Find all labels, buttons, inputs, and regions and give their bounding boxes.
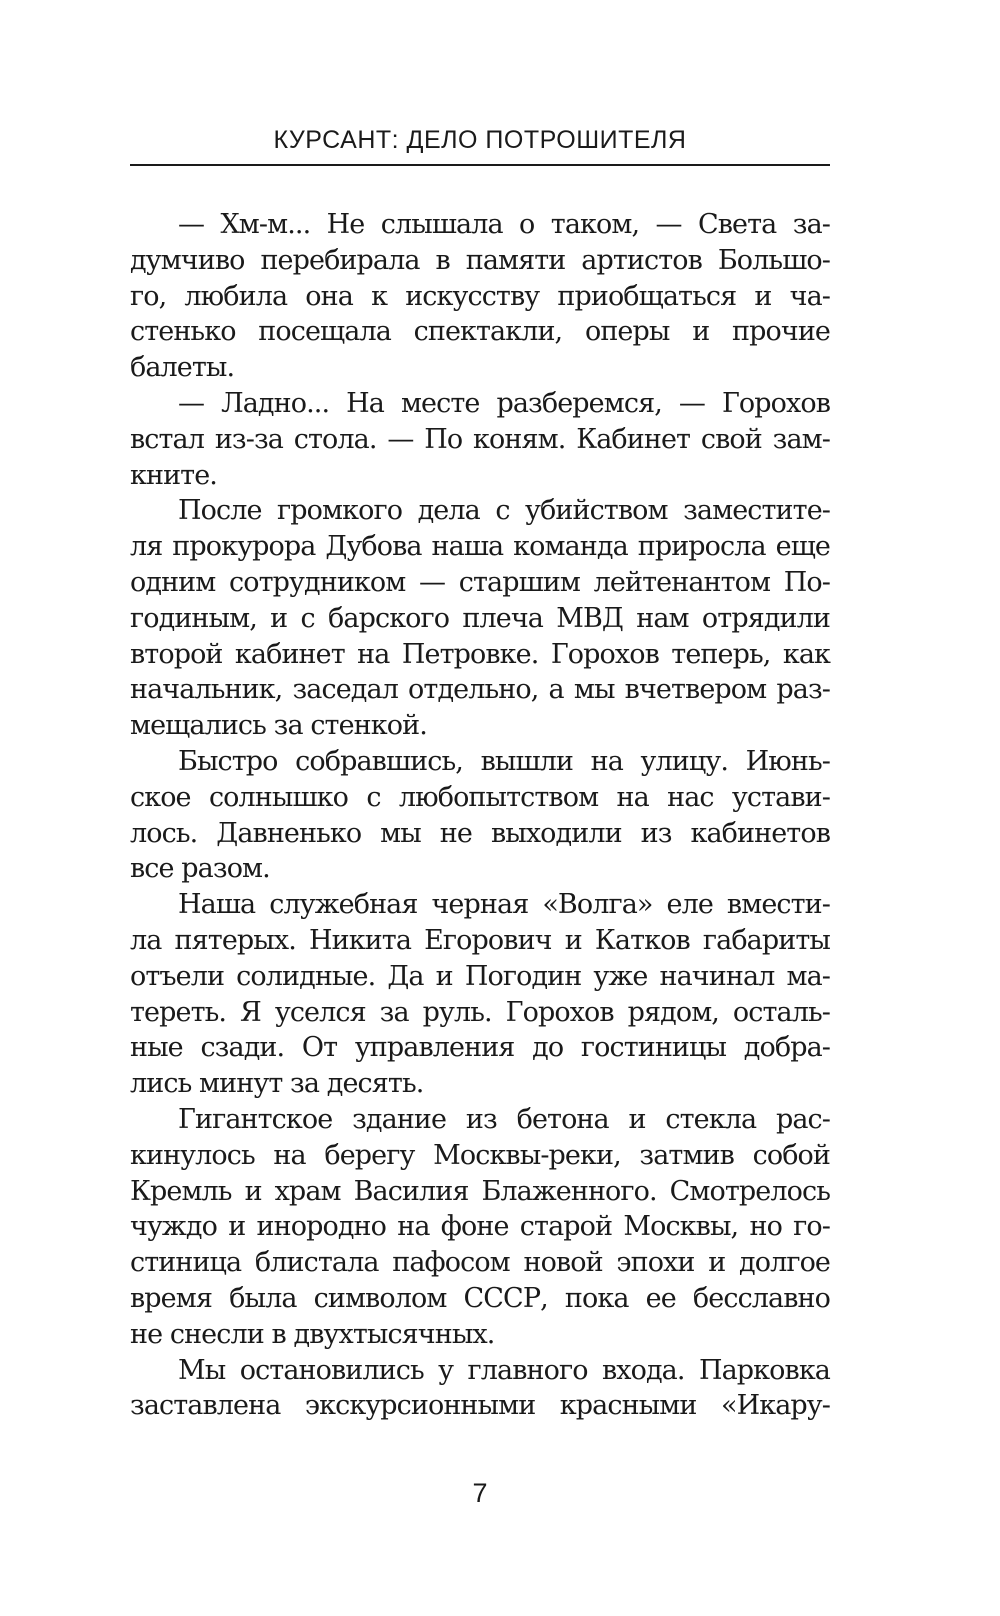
text-line: все разом. [130,853,270,885]
text-line: второй кабинет на Петровке. Горохов теперь, как [130,638,830,670]
text-line: мещались за стенкой. [130,710,427,742]
page-number: 7 [472,1478,488,1508]
text-line: отъели солидные. Да и Погодин уже начинал ма- [130,960,830,992]
text-line: думчиво перебирала в памяти артистов Большо- [130,244,830,276]
text-line: чуждо и инородно на фоне старой Москвы, но го- [130,1211,830,1243]
text-line: встал из-за стола. — По коням. Кабинет свой зам- [130,423,830,455]
text-line: ла пятерых. Никита Егорович и Катков габариты [130,924,830,956]
text-line: не снесли в двухтысячных. [130,1318,495,1350]
text-line: кните. [130,459,217,491]
text-line: балеты. [130,352,235,384]
text-line: лось. Давненько мы не выходили из кабинетов [130,817,830,849]
text-line: начальник, заседал отдельно, а мы вчетвером раз- [130,674,830,706]
running-title: КУРСАНТ: ДЕЛО ПОТРОШИТЕЛЯ [273,126,687,154]
text-line: ля прокурора Дубова наша команда приросла еще [130,531,830,563]
text-line: Кремль и храм Василия Блаженного. Смотрелось [130,1175,830,1207]
text-line: После громкого дела с убийством заместите- [178,495,830,527]
text-line: — Хм-м... Не слышала о таком, — Света за- [178,209,830,240]
text-line: Быстро собравшись, вышли на улицу. Июнь- [178,745,830,777]
header-rule [130,164,830,166]
text-line: кинулось на берегу Москвы-реки, затмив собой [130,1139,830,1171]
text-line: время была символом СССР, пока ее бесславно [130,1282,830,1314]
text-line: ные сзади. От управления до гостиницы добра- [130,1032,830,1064]
text-line: — Ладно... На месте разберемся, — Горохов [178,387,830,419]
text-line: Гигантское здание из бетона и стекла рас- [178,1103,830,1135]
text-line: го, любила она к искусству приобщаться и ча- [130,280,830,312]
page-body-text [130,207,830,1424]
text-line: стиница блистала пафосом новой эпохи и долгое [130,1247,830,1279]
text-line: тереть. Я уселся за руль. Горохов рядом, осталь- [130,996,830,1028]
text-line: лись минут за десять. [130,1068,424,1100]
text-line: Мы остановились у главного входа. Парковка [178,1354,830,1386]
text-line: заставлена экскурсионными красными «Икару- [130,1390,830,1422]
text-line: годиным, и с барского плеча МВД нам отрядили [130,602,830,634]
text-line: стенько посещала спектакли, оперы и прочие [130,316,830,348]
text-line: ское солнышко с любопытством на нас устави- [130,781,830,813]
text-line: Наша служебная черная «Волга» еле вмести- [178,889,830,921]
text-line: одним сотрудником — старшим лейтенантом По- [130,566,830,598]
